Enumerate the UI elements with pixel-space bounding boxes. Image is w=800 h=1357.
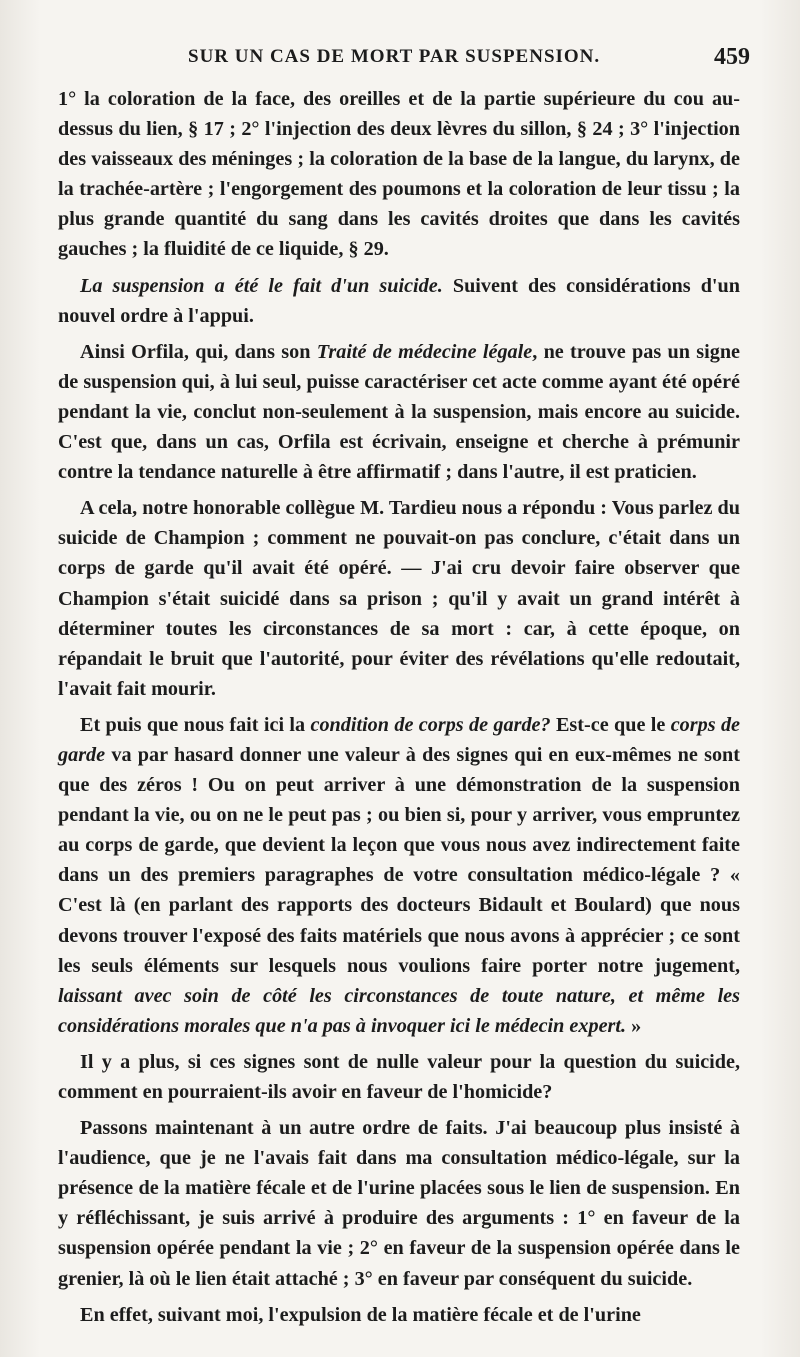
text-run: Ainsi Orfila, qui, dans son: [80, 340, 317, 363]
running-title: SUR UN CAS DE MORT PAR SUSPENSION.: [188, 46, 601, 67]
text-run: En effet, suivant moi, l'expulsion de la matière fécale et de l'urine: [80, 1303, 641, 1326]
text-run: Passons maintenant à un autre ordre de faits. J'ai beaucoup plus insisté à l'audience, que je ne l'avais fait dans ma consultation médico-légale, sur la présence de la matière fécale et de l'urine placées sous le lien de suspension. En y réfléchissant, je suis arrivé à produire des arguments : 1° en faveur de la suspension opérée pendant la vie ; 2° en faveur de la suspension opérée dans le grenier, là où le lien était attaché ; 3° en faveur par conséquent du suicide.: [58, 1117, 740, 1290]
text-run: Et puis que nous fait ici la: [80, 713, 311, 736]
paragraph: [58, 493, 740, 704]
text-run: Est-ce que le: [550, 713, 671, 736]
paragraph: [58, 1300, 740, 1330]
paragraph: [58, 84, 740, 265]
text-run: Traité de médecine légale: [316, 340, 533, 363]
text-run: La suspension a été le fait d'un suicide.: [80, 274, 443, 297]
text-run: condition de corps de garde?: [310, 713, 551, 736]
text-run: , ne trouve pas un signe de suspension qui, à lui seul, puisse caractériser cet acte comme ayant été opéré pendant la vie, conclut non-seulement à la suspension, mais encore au suicide. C'est que, dans un cas, Orfila est écrivain, enseigne et cherche à prémunir contre la tendance naturelle à être affirmatif ; dans l'autre, il est praticien.: [58, 340, 741, 484]
text-run: 1° la coloration de la face, des oreilles et de la partie supérieure du cou au-dessus du lien, § 17 ; 2° l'injection des deux lèvres du sillon, § 24 ; 3° l'injection des vaisseaux des méninges ; la coloration de la base de la langue, du larynx, de la trachée-artère ; l'engorgement des poumons et la coloration de leur tissu ; la plus grande quantité du sang dans les cavités droites que dans les cavités gauches ; la fluidité de ce liquide, § 29.: [58, 88, 740, 261]
body-text: [58, 84, 740, 1336]
text-run: A cela, notre honorable collègue M. Tardieu nous a répondu : Vous parlez du suicide de Champion ; comment ne pouvait-on pas conclure, c'était dans un corps de garde qu'il avait été opéré. — J'ai cru devoir faire observer que Champion s'était suicidé dans sa prison ; qu'il y avait un grand intérêt à déterminer toutes les circonstances de sa mort : car, à cette époque, on répandait le bruit que l'autorité, pour éviter des révélations qu'elle redoutait, l'avait fait mourir.: [58, 497, 740, 700]
text-run: corps de garde: [58, 713, 740, 766]
text-run: laissant avec soin de côté les circonstances de toute nature, et même les considérations morales que n'a pas à invoquer ici le médecin expert.: [58, 984, 740, 1037]
paragraph: [58, 710, 740, 1041]
text-run: va par hasard donner une valeur à des signes qui en eux-mêmes ne sont que des zéros ! Ou on peut arriver à une démonstration de la suspension pendant la vie, ou on ne le peut pas ; ou bien si, pour y arriver, vous empruntez au corps de garde, que devient la leçon que vous nous avez indirectement faite dans un des premiers paragraphes de votre consultation médico-légale ? « C'est là (en parlant des rapports des docteurs Bidault et Boulard) que nous devons trouver l'exposé des faits matériels que nous avons à apprécier ; ce sont les seuls éléments sur lesquels nous voulions faire porter notre jugement,: [58, 743, 740, 977]
text-run: »: [626, 1014, 642, 1037]
text-run: Suivent des considérations d'un nouvel ordre à l'appui.: [58, 274, 740, 327]
paragraph: [58, 337, 740, 487]
page-header: [58, 44, 750, 78]
paragraph: [58, 1047, 740, 1107]
text-run: Il y a plus, si ces signes sont de nulle valeur pour la question du suicide, comment en pourraient-ils avoir en faveur de l'homicide?: [58, 1050, 740, 1103]
paragraph: [58, 1113, 740, 1294]
page-number: 459: [714, 44, 750, 70]
paragraph: [58, 271, 740, 331]
